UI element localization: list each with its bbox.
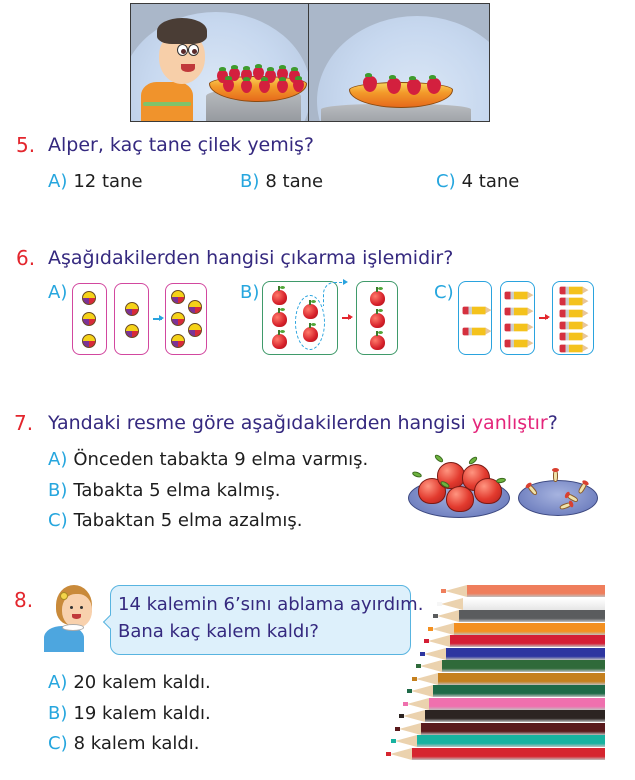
option-letter: A) bbox=[48, 282, 68, 303]
question-number: 8. bbox=[14, 588, 34, 612]
result-box bbox=[552, 281, 594, 355]
apple-icon bbox=[272, 312, 287, 327]
option-letter: B) bbox=[240, 282, 260, 303]
apple-icon bbox=[370, 291, 385, 306]
option-a[interactable] bbox=[48, 672, 211, 693]
highlight-word: yanlıştır bbox=[471, 412, 548, 434]
group-box bbox=[500, 281, 535, 355]
pencil bbox=[412, 748, 605, 760]
ball-icon bbox=[188, 323, 202, 337]
pencil-icon bbox=[560, 310, 589, 318]
pencil-icon bbox=[560, 333, 589, 341]
pencil bbox=[459, 610, 605, 622]
group-box bbox=[72, 283, 107, 355]
option-text: Tabakta 5 elma kalmış. bbox=[73, 480, 281, 501]
arrow-icon bbox=[153, 318, 162, 320]
apple-icon bbox=[303, 327, 318, 342]
apple-icon bbox=[370, 313, 385, 328]
option-letter: C) bbox=[436, 171, 456, 192]
apple-icon bbox=[370, 335, 385, 350]
option-text: Önceden tabakta 9 elma varmış. bbox=[73, 449, 369, 470]
option-letter: A) bbox=[48, 672, 68, 693]
ball-icon bbox=[82, 334, 96, 348]
pencil-icon bbox=[505, 324, 534, 332]
option-letter: A) bbox=[48, 449, 68, 470]
option-text: 4 tane bbox=[461, 171, 520, 192]
pencil bbox=[446, 648, 605, 660]
pencil-icon bbox=[463, 307, 492, 315]
speech-line-1: 14 kalemin 6’sını ablama ayırdım. bbox=[118, 594, 424, 615]
ball-icon bbox=[171, 290, 185, 304]
pencil bbox=[438, 673, 605, 685]
result-box bbox=[356, 281, 398, 355]
option-c[interactable] bbox=[48, 510, 302, 531]
question-text: Aşağıdakilerden hangisi çıkarma işlemidir? bbox=[48, 247, 454, 269]
question-text: Alper, kaç tane çilek yemiş? bbox=[48, 134, 315, 156]
group-box bbox=[458, 281, 492, 355]
option-c[interactable] bbox=[48, 733, 200, 754]
colored-pencils-image bbox=[405, 585, 605, 765]
question-text: Yandaki resme göre aşağıdakilerden hangisi yanlıştır? bbox=[48, 412, 558, 434]
pencil bbox=[433, 685, 605, 697]
option-b[interactable] bbox=[240, 171, 323, 192]
ball-icon bbox=[82, 291, 96, 305]
pencil bbox=[417, 735, 605, 747]
ball-icon bbox=[82, 312, 96, 326]
pencil-icon bbox=[560, 287, 589, 295]
pencil bbox=[463, 598, 605, 610]
option-letter: B) bbox=[48, 480, 68, 501]
pencil bbox=[421, 723, 605, 735]
pencil-icon bbox=[560, 322, 589, 330]
option-letter: B) bbox=[240, 171, 260, 192]
ball-icon bbox=[188, 300, 202, 314]
panel-before bbox=[131, 4, 309, 121]
apple-icon bbox=[272, 334, 287, 349]
question-number: 7. bbox=[14, 411, 34, 435]
strawberry-illustration bbox=[130, 3, 490, 122]
option-letter: C) bbox=[48, 733, 68, 754]
ball-icon bbox=[125, 302, 139, 316]
option-text: 8 tane bbox=[265, 171, 324, 192]
pencil-icon bbox=[505, 308, 534, 316]
ball-icon bbox=[171, 334, 185, 348]
option-a[interactable] bbox=[48, 449, 368, 470]
question-number: 6. bbox=[16, 246, 36, 270]
option-text: Tabaktan 5 elma azalmış. bbox=[73, 510, 303, 531]
speech-line-2: Bana kaç kalem kaldı? bbox=[118, 621, 319, 642]
option-letter: B) bbox=[48, 703, 68, 724]
pencil bbox=[450, 635, 605, 647]
option-b[interactable] bbox=[48, 703, 211, 724]
option-a[interactable] bbox=[48, 171, 143, 192]
arrow-icon bbox=[539, 317, 548, 319]
curved-arrow-icon bbox=[323, 282, 345, 306]
pencil bbox=[429, 698, 605, 710]
pencil-icon bbox=[463, 328, 492, 336]
result-box bbox=[165, 283, 207, 355]
option-c[interactable] bbox=[436, 171, 519, 192]
pencil bbox=[442, 660, 605, 672]
option-text: 12 tane bbox=[73, 171, 143, 192]
option-text: 19 kalem kaldı. bbox=[73, 703, 211, 724]
option-letter: C) bbox=[48, 510, 68, 531]
arrow-icon bbox=[342, 317, 351, 319]
pencil-icon bbox=[505, 340, 534, 348]
pencil-icon bbox=[505, 292, 534, 300]
pencil bbox=[454, 623, 605, 635]
panel-after bbox=[309, 4, 490, 121]
group-box bbox=[114, 283, 149, 355]
ball-icon bbox=[125, 324, 139, 338]
apple-icon bbox=[303, 304, 318, 319]
pencil bbox=[425, 710, 605, 722]
option-letter: C) bbox=[434, 282, 454, 303]
option-text: 8 kalem kaldı. bbox=[73, 733, 200, 754]
pencil-icon bbox=[560, 298, 589, 306]
option-b[interactable] bbox=[48, 480, 280, 501]
option-letter: A) bbox=[48, 171, 68, 192]
question-number: 5. bbox=[16, 133, 36, 157]
ball-icon bbox=[171, 312, 185, 326]
option-text: 20 kalem kaldı. bbox=[73, 672, 211, 693]
pencil-icon bbox=[560, 345, 589, 353]
pencil bbox=[467, 585, 605, 597]
apple-icon bbox=[272, 290, 287, 305]
